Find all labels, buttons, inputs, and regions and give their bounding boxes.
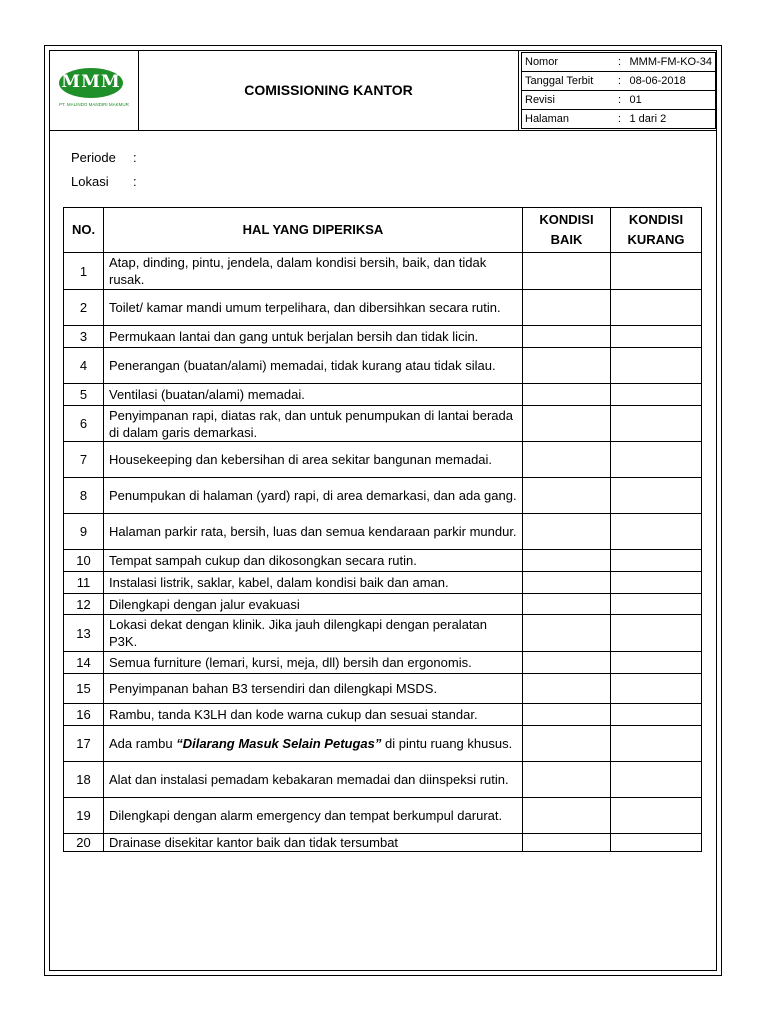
table-row — [64, 615, 702, 652]
kondisi-kurang-cell[interactable] — [611, 253, 702, 290]
kondisi-baik-cell[interactable] — [523, 762, 611, 798]
row-text: Halaman parkir rata, bersih, luas dan semua kendaraan parkir mundur. — [104, 514, 523, 550]
info-row-revisi — [522, 91, 716, 110]
table-row — [64, 572, 702, 594]
info-key: Tanggal Terbit — [522, 72, 613, 91]
header-kurang-line1: KONDISI — [628, 212, 684, 227]
kondisi-kurang-cell[interactable] — [611, 615, 702, 652]
lokasi-field[interactable] — [71, 174, 137, 189]
logo-text: MMM — [61, 72, 121, 92]
info-row-nomor — [522, 53, 716, 72]
row-text: Penerangan (buatan/alami) memadai, tidak kurang atau tidak silau. — [104, 348, 523, 384]
kondisi-kurang-cell[interactable] — [611, 798, 702, 834]
table-row — [64, 406, 702, 442]
header-kurang-line2: KURANG — [627, 232, 685, 247]
lokasi-colon: : — [133, 174, 137, 189]
kondisi-kurang-cell[interactable] — [611, 674, 702, 704]
table-row — [64, 834, 702, 852]
kondisi-baik-cell[interactable] — [523, 384, 611, 406]
info-row-tanggal-terbit — [522, 72, 716, 91]
kondisi-baik-cell[interactable] — [523, 798, 611, 834]
table-row — [64, 704, 702, 726]
row-no: 17 — [64, 726, 104, 762]
kondisi-kurang-cell[interactable] — [611, 652, 702, 674]
info-colon: : — [613, 91, 627, 110]
kondisi-baik-cell[interactable] — [523, 572, 611, 594]
kondisi-baik-cell[interactable] — [523, 442, 611, 478]
periode-field[interactable] — [71, 150, 137, 165]
kondisi-baik-cell[interactable] — [523, 704, 611, 726]
row-text: Dilengkapi dengan alarm emergency dan tempat berkumpul darurat. — [104, 798, 523, 834]
row-text-pre: Ada rambu — [109, 736, 177, 751]
kondisi-baik-cell[interactable] — [523, 726, 611, 762]
table-row — [64, 762, 702, 798]
logo-subtitle: PT. MALINDO MANDIRI MAKMUR — [59, 102, 129, 107]
info-colon: : — [613, 110, 627, 129]
table-row — [64, 652, 702, 674]
periode-label: Periode — [71, 150, 116, 165]
row-text: Semua furniture (lemari, kursi, meja, dll) bersih dan ergonomis. — [104, 652, 523, 674]
kondisi-baik-cell[interactable] — [523, 834, 611, 852]
row-no: 2 — [64, 290, 104, 326]
row-no: 20 — [64, 834, 104, 852]
info-key: Halaman — [522, 110, 613, 129]
row-text: Rambu, tanda K3LH dan kode warna cukup dan sesuai standar. — [104, 704, 523, 726]
kondisi-baik-cell[interactable] — [523, 348, 611, 384]
table-row — [64, 594, 702, 615]
row-no: 12 — [64, 594, 104, 615]
row-text: Lokasi dekat dengan klinik. Jika jauh dilengkapi dengan peralatan P3K. — [104, 615, 523, 652]
kondisi-kurang-cell[interactable] — [611, 290, 702, 326]
kondisi-baik-cell[interactable] — [523, 594, 611, 615]
row-no: 4 — [64, 348, 104, 384]
table-row — [64, 514, 702, 550]
document-header — [49, 50, 717, 131]
row-text: Penumpukan di halaman (yard) rapi, di area demarkasi, dan ada gang. — [104, 478, 523, 514]
row-text: Instalasi listrik, saklar, kabel, dalam kondisi baik dan aman. — [104, 572, 523, 594]
kondisi-kurang-cell[interactable] — [611, 572, 702, 594]
table-row — [64, 550, 702, 572]
kondisi-baik-cell[interactable] — [523, 550, 611, 572]
row-no: 19 — [64, 798, 104, 834]
header-item: HAL YANG DIPERIKSA — [104, 208, 523, 253]
row-no: 11 — [64, 572, 104, 594]
row-no: 6 — [64, 406, 104, 442]
row-no: 1 — [64, 253, 104, 290]
table-row — [64, 798, 702, 834]
document-info-table — [521, 52, 716, 129]
kondisi-baik-cell[interactable] — [523, 253, 611, 290]
row-text: Dilengkapi dengan jalur evakuasi — [104, 594, 523, 615]
row-text: Penyimpanan bahan B3 tersendiri dan dilengkapi MSDS. — [104, 674, 523, 704]
info-colon: : — [613, 72, 627, 91]
kondisi-baik-cell[interactable] — [523, 326, 611, 348]
table-row — [64, 478, 702, 514]
info-value: 1 dari 2 — [627, 110, 716, 129]
kondisi-kurang-cell[interactable] — [611, 326, 702, 348]
row-no: 13 — [64, 615, 104, 652]
row-text: Drainase disekitar kantor baik dan tidak tersumbat — [104, 834, 523, 852]
row-no: 18 — [64, 762, 104, 798]
periode-colon: : — [133, 150, 137, 165]
info-row-halaman — [522, 110, 716, 129]
kondisi-kurang-cell[interactable] — [611, 704, 702, 726]
table-row — [64, 384, 702, 406]
row-text-post: di pintu ruang khusus. — [381, 736, 513, 751]
row-text: Toilet/ kamar mandi umum terpelihara, dan dibersihkan secara rutin. — [104, 290, 523, 326]
kondisi-baik-cell[interactable] — [523, 652, 611, 674]
table-row — [64, 253, 702, 290]
kondisi-kurang-cell[interactable] — [611, 594, 702, 615]
table-row — [64, 674, 702, 704]
row-text: Housekeeping dan kebersihan di area sekitar bangunan memadai. — [104, 442, 523, 478]
row-text: Tempat sampah cukup dan dikosongkan secara rutin. — [104, 550, 523, 572]
header-kondisi-baik — [523, 208, 611, 253]
table-row — [64, 326, 702, 348]
row-no: 5 — [64, 384, 104, 406]
kondisi-kurang-cell[interactable] — [611, 550, 702, 572]
kondisi-kurang-cell[interactable] — [611, 762, 702, 798]
table-row — [64, 290, 702, 326]
checklist-table — [63, 207, 702, 852]
info-value: MMM-FM-KO-34 — [627, 53, 716, 72]
info-key: Nomor — [522, 53, 613, 72]
kondisi-kurang-cell[interactable] — [611, 726, 702, 762]
row-text: Ventilasi (buatan/alami) memadai. — [104, 384, 523, 406]
row-text — [104, 726, 523, 762]
info-value: 01 — [627, 91, 716, 110]
kondisi-baik-cell[interactable] — [523, 514, 611, 550]
logo-cell — [49, 50, 139, 130]
info-key: Revisi — [522, 91, 613, 110]
row-no: 8 — [64, 478, 104, 514]
kondisi-baik-cell[interactable] — [523, 615, 611, 652]
row-no: 16 — [64, 704, 104, 726]
kondisi-baik-cell[interactable] — [523, 478, 611, 514]
kondisi-baik-cell[interactable] — [523, 290, 611, 326]
table-header-row — [64, 208, 702, 253]
kondisi-kurang-cell[interactable] — [611, 442, 702, 478]
lokasi-label: Lokasi — [71, 174, 109, 189]
row-text-emphasis: “Dilarang Masuk Selain Petugas” — [176, 736, 382, 751]
header-baik-line1: KONDISI — [539, 212, 594, 227]
row-text: Penyimpanan rapi, diatas rak, dan untuk penumpukan di lantai berada di dalam garis demarkasi. — [104, 406, 523, 442]
row-text: Atap, dinding, pintu, jendela, dalam kondisi bersih, baik, dan tidak rusak. — [104, 253, 523, 290]
kondisi-kurang-cell[interactable] — [611, 478, 702, 514]
table-row — [64, 442, 702, 478]
kondisi-kurang-cell[interactable] — [611, 514, 702, 550]
row-text: Permukaan lantai dan gang untuk berjalan bersih dan tidak licin. — [104, 326, 523, 348]
document-title: COMISSIONING KANTOR — [139, 50, 519, 130]
table-row — [64, 348, 702, 384]
info-value: 08-06-2018 — [627, 72, 716, 91]
header-no: NO. — [64, 208, 104, 253]
kondisi-kurang-cell[interactable] — [611, 834, 702, 852]
kondisi-baik-cell[interactable] — [523, 674, 611, 704]
row-no: 14 — [64, 652, 104, 674]
row-text: Alat dan instalasi pemadam kebakaran memadai dan diinspeksi rutin. — [104, 762, 523, 798]
row-no: 9 — [64, 514, 104, 550]
header-kondisi-kurang — [611, 208, 702, 253]
info-colon: : — [613, 53, 627, 72]
row-no: 7 — [64, 442, 104, 478]
company-logo-icon — [59, 68, 123, 98]
kondisi-kurang-cell[interactable] — [611, 384, 702, 406]
header-baik-line2: BAIK — [550, 232, 583, 247]
table-row — [64, 726, 702, 762]
kondisi-baik-cell[interactable] — [523, 406, 611, 442]
kondisi-kurang-cell[interactable] — [611, 406, 702, 442]
row-no: 15 — [64, 674, 104, 704]
row-no: 10 — [64, 550, 104, 572]
row-no: 3 — [64, 326, 104, 348]
kondisi-kurang-cell[interactable] — [611, 348, 702, 384]
